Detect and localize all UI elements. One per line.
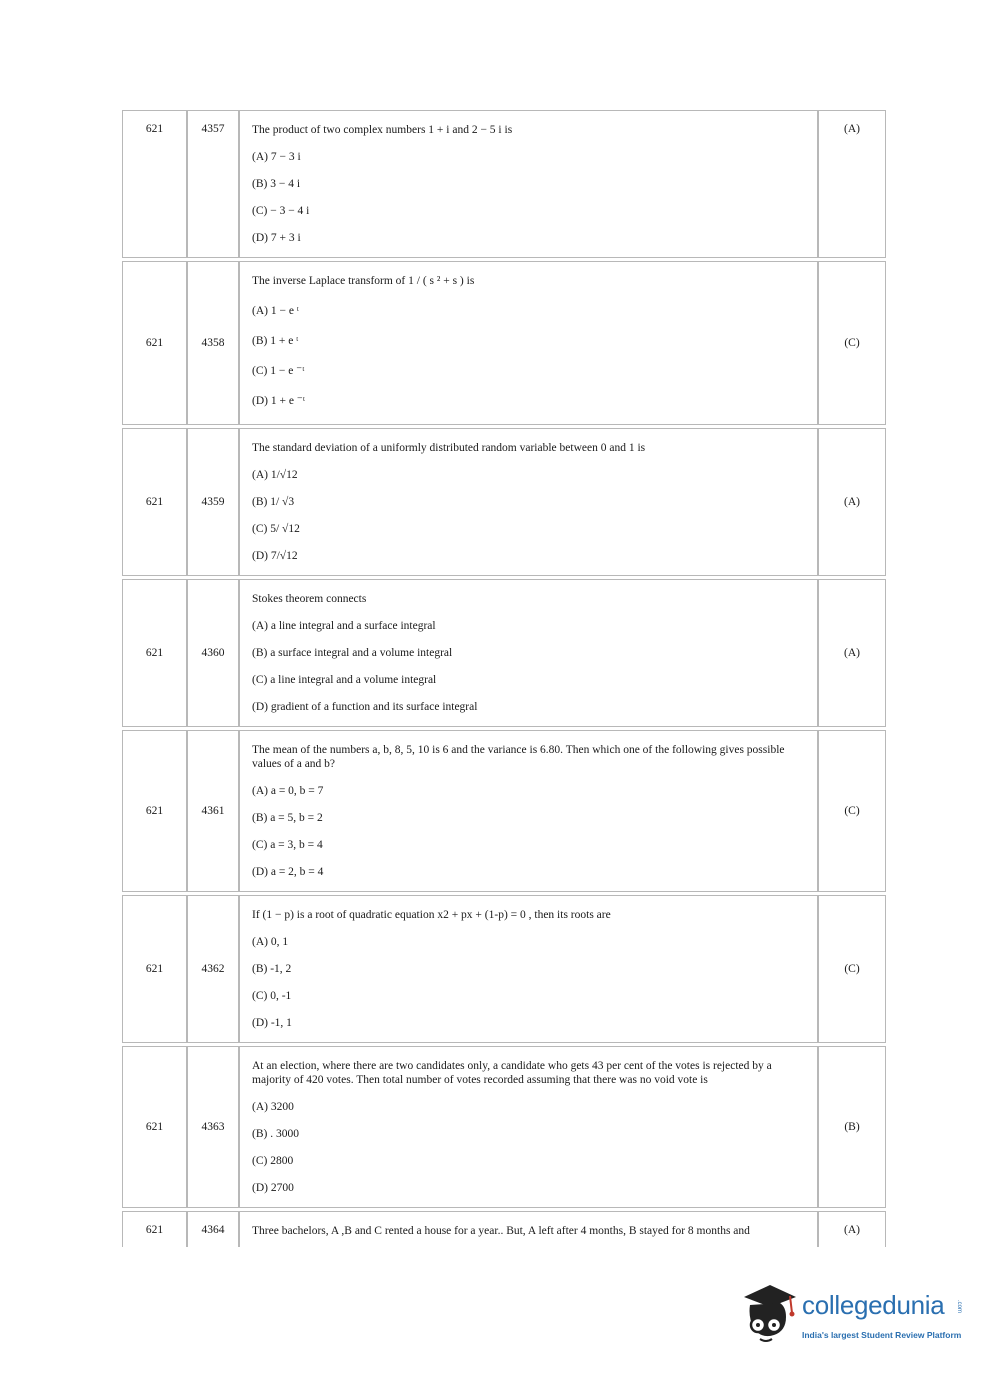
paper-code: 621 [122,730,187,892]
question-row [122,1211,886,1247]
option-b: (B) . 3000 [252,1128,299,1140]
question-number: 4360 [187,579,239,727]
question-cell [239,895,818,1043]
paper-code: 621 [122,1211,187,1247]
question-cell [239,1211,818,1247]
question-row [122,1046,886,1208]
answer-key: (C) [818,730,886,892]
option-a: (A) 1 − e ᵗ [252,305,300,317]
question-number: 4361 [187,730,239,892]
answer-key: (A) [818,1211,886,1247]
question-number: 4358 [187,261,239,425]
option-b: (B) 1 + e ᵗ [252,335,299,347]
question-cell [239,428,818,576]
brand-name: collegedunia [802,1290,945,1320]
option-b: (B) a surface integral and a volume integral [252,647,453,659]
question-row [122,730,886,892]
answer-key: (A) [818,110,886,258]
answer-key: (A) [818,428,886,576]
paper-code: 621 [122,1046,187,1208]
brand-tagline: India's largest Student Review Platform [802,1330,962,1340]
option-c: (C) a = 3, b = 4 [252,839,323,851]
option-d: (D) gradient of a function and its surface integral [252,701,478,713]
option-d: (D) 7 + 3 i [252,232,301,244]
question-text: The inverse Laplace transform of 1 / ( s ² + s ) is [252,275,475,287]
question-text: At an election, where there are two candidates only, a candidate who gets 43 per cent of the votes is rejected by a majority of 420 votes. Then total number of votes recorded assuming that there was no void vote is [252,1060,772,1086]
question-row [122,261,886,425]
question-number: 4363 [187,1046,239,1208]
option-d: (D) 1 + e ⁻ᵗ [252,395,306,407]
option-c: (C) 5/ √12 [252,523,300,535]
answer-key: (C) [818,261,886,425]
question-text: The mean of the numbers a, b, 8, 5, 10 is 6 and the variance is 6.80. Then which one of the following gives possible values of a and b? [252,744,785,770]
paper-code: 621 [122,579,187,727]
option-b: (B) -1, 2 [252,963,292,975]
question-table [122,110,886,1247]
option-c: (C) 0, -1 [252,990,292,1002]
paper-code: 621 [122,261,187,425]
option-c: (C) 1 − e ⁻ᵗ [252,365,305,377]
option-a: (A) a line integral and a surface integral [252,620,436,632]
collegedunia-logo[interactable] [740,1283,970,1353]
question-row [122,428,886,576]
option-d: (D) a = 2, b = 4 [252,866,324,878]
brand-suffix: .com [956,1300,962,1314]
question-text: Three bachelors, A ,B and C rented a house for a year.. But, A left after 4 months, B stayed for 8 months and [252,1225,750,1237]
option-b: (B) a = 5, b = 2 [252,812,323,824]
option-a: (A) 3200 [252,1101,294,1113]
question-cell [239,1046,818,1208]
option-b: (B) 1/ √3 [252,496,295,508]
option-d: (D) 2700 [252,1182,294,1194]
question-number: 4364 [187,1211,239,1247]
question-text: The standard deviation of a uniformly distributed random variable between 0 and 1 is [252,442,646,454]
question-row [122,895,886,1043]
paper-code: 621 [122,110,187,258]
option-c: (C) a line integral and a volume integral [252,674,437,686]
option-a: (A) 7 − 3 i [252,151,301,163]
paper-code: 621 [122,895,187,1043]
option-d: (D) 7/√12 [252,550,298,562]
question-cell [239,261,818,425]
question-text: Stokes theorem connects [252,593,367,605]
question-number: 4359 [187,428,239,576]
option-d: (D) -1, 1 [252,1017,292,1029]
graduate-mascot-icon [740,1283,800,1353]
question-number: 4357 [187,110,239,258]
option-c: (C) 2800 [252,1155,294,1167]
question-text: If (1 − p) is a root of quadratic equation x2 + px + (1-p) = 0 , then its roots are [252,909,611,921]
paper-code: 621 [122,428,187,576]
question-row [122,110,886,258]
question-row [122,579,886,727]
question-text: The product of two complex numbers 1 + i and 2 − 5 i is [252,124,513,136]
answer-key: (B) [818,1046,886,1208]
option-b: (B) 3 − 4 i [252,178,301,190]
option-a: (A) 1/√12 [252,469,298,481]
option-a: (A) a = 0, b = 7 [252,785,324,797]
question-cell [239,110,818,258]
question-cell [239,730,818,892]
option-a: (A) 0, 1 [252,936,289,948]
question-cell [239,579,818,727]
question-number: 4362 [187,895,239,1043]
answer-key: (C) [818,895,886,1043]
answer-key: (A) [818,579,886,727]
option-c: (C) − 3 − 4 i [252,205,310,217]
